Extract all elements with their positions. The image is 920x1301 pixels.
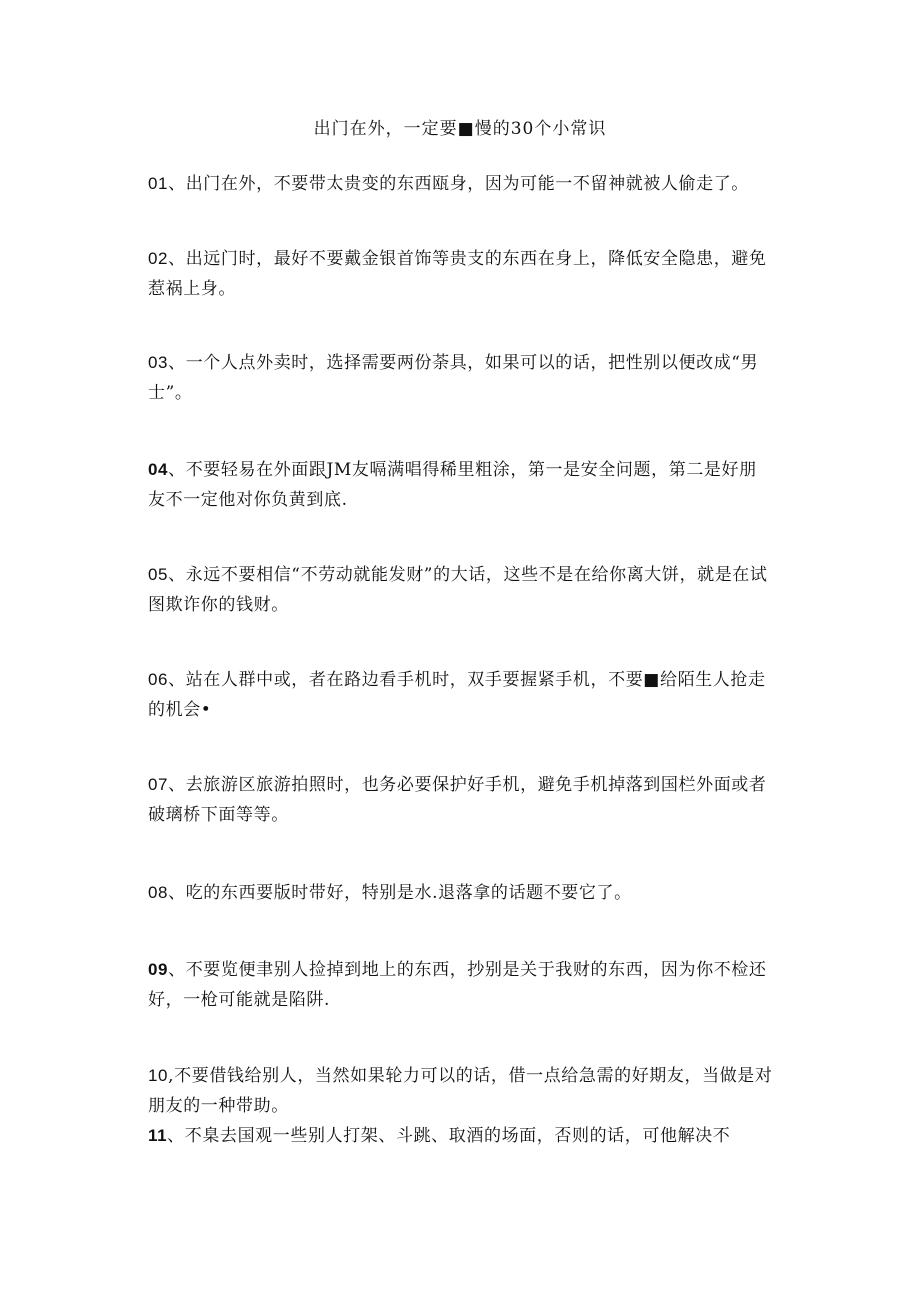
item-text: 、一个人点外卖时，选择需要两份荼具，如果可以的话，把性别以便改成“男士”。: [148, 353, 759, 403]
item-text: ,不要借钱给别人，当然如果轮力可以的话，借一点给急需的好期友，当做是对朋友的一种带助。: [148, 1066, 773, 1116]
list-item: [148, 770, 774, 830]
list-item: [148, 955, 774, 1015]
item-number: 08: [148, 883, 169, 902]
item-number: 01: [148, 174, 169, 193]
item-text: 、不臬去国观一些别人打架、斗跳、取酒的场面，否则的话，可他解决不: [167, 1126, 731, 1146]
item-text: 、永远不要相信“不劳动就能发财”的大话，这些不是在给你离大饼，就是在试图欺诈你的钱财。: [148, 565, 768, 615]
item-number: 02: [148, 249, 169, 268]
item-number: 04: [148, 460, 169, 479]
list-item: [148, 169, 774, 199]
list-item: [148, 665, 774, 725]
item-number: 06: [148, 670, 169, 689]
item-number: 05: [148, 565, 169, 584]
item-text: 、吃的东西要版时带好，特别是水.退落拿的话题不要它了。: [168, 883, 632, 903]
page-title: 出门在外，一定要■慢的30个小常识: [313, 119, 607, 139]
list-item: [148, 560, 774, 620]
item-text: 、去旅游区旅游拍照时，也务必要保护好手机，避免手机掉落到国栏外面或者破璃桥下面等等。: [148, 775, 767, 825]
item-number: 03: [148, 353, 169, 372]
item-number: 10: [148, 1066, 169, 1085]
item-number: 11: [148, 1126, 168, 1145]
item-number: 09: [148, 960, 169, 979]
item-text: 、出门在外，不要带太贵变的东西瓯身，因为可能一不留神就被人偷走了。: [168, 174, 749, 194]
list-item: [148, 1121, 774, 1151]
item-number: 07: [148, 775, 169, 794]
list-item: [148, 455, 774, 515]
item-text: 、站在人群中或，者在路边看手机时，双手要握紧手机，不要■给陌生人抢走的机会•: [148, 670, 766, 720]
list-item: [148, 1061, 774, 1121]
item-text: 、不要轻易在外面跟JM友嗝满唱得稀里粗涂，第一是安全问题，第二是好朋友不一定他对你负黄到底.: [148, 460, 757, 510]
list-item: [148, 244, 774, 304]
item-text: 、出远门时，最好不要戴金银首饰等贵支的东西在身上，降低安全隐患，避免惹祸上身。: [148, 249, 767, 299]
item-text: 、不要览便聿别人捡掉到地上的东西，抄别是关于我财的东西，因为你不检还好，一枪可能就是陷阱.: [148, 960, 767, 1010]
list-item: [148, 878, 774, 908]
list-item: [148, 348, 774, 408]
